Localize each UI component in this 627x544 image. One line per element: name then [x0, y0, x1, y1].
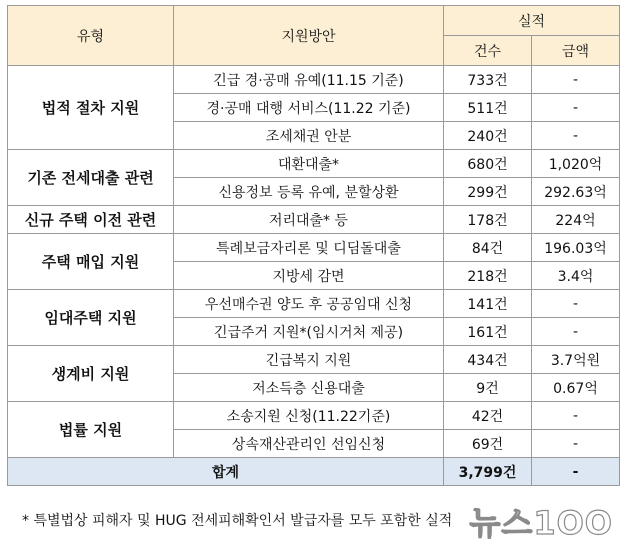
amount-cell: - [532, 290, 620, 318]
amount-cell: - [532, 430, 620, 458]
count-cell: 511건 [444, 94, 532, 122]
count-cell: 218건 [444, 262, 532, 290]
amount-cell: 0.67억 [532, 374, 620, 402]
header-count: 건수 [444, 36, 532, 66]
amount-cell: - [532, 122, 620, 150]
plan-cell: 저리대출* 등 [174, 206, 444, 234]
plan-cell: 지방세 감면 [174, 262, 444, 290]
count-cell: 161건 [444, 318, 532, 346]
category-cell: 기존 전세대출 관련 [8, 150, 174, 206]
category-cell: 법률 지원 [8, 402, 174, 458]
table-row [8, 66, 620, 94]
plan-cell: 경·공매 대행 서비스(11.22 기준) [174, 94, 444, 122]
news-watermark-logo: 뉴스1OO [469, 504, 613, 542]
count-cell: 9건 [444, 374, 532, 402]
amount-cell: 3.4억 [532, 262, 620, 290]
plan-cell: 긴급 경·공매 유예(11.15 기준) [174, 66, 444, 94]
count-cell: 680건 [444, 150, 532, 178]
count-cell: 240건 [444, 122, 532, 150]
total-label: 합계 [8, 458, 444, 486]
header-type: 유형 [8, 6, 174, 66]
header-amount: 금액 [532, 36, 620, 66]
plan-cell: 긴급복지 지원 [174, 346, 444, 374]
total-count: 3,799건 [444, 458, 532, 486]
header-result: 실적 [444, 6, 620, 36]
category-cell: 신규 주택 이전 관련 [8, 206, 174, 234]
total-amount: - [532, 458, 620, 486]
category-cell: 생계비 지원 [8, 346, 174, 402]
amount-cell: 1,020억 [532, 150, 620, 178]
count-cell: 42건 [444, 402, 532, 430]
table-row [8, 290, 620, 318]
amount-cell: - [532, 318, 620, 346]
total-row [8, 458, 620, 486]
table-row [8, 234, 620, 262]
count-cell: 84건 [444, 234, 532, 262]
plan-cell: 긴급주거 지원*(임시거처 제공) [174, 318, 444, 346]
amount-cell: - [532, 402, 620, 430]
count-cell: 178건 [444, 206, 532, 234]
amount-cell: - [532, 66, 620, 94]
plan-cell: 우선매수권 양도 후 공공임대 신청 [174, 290, 444, 318]
plan-cell: 조세채권 안분 [174, 122, 444, 150]
header-plan: 지원방안 [174, 6, 444, 66]
category-cell: 법적 절차 지원 [8, 66, 174, 150]
amount-cell: - [532, 94, 620, 122]
table-row [8, 346, 620, 374]
plan-cell: 신용정보 등록 유예, 분할상환 [174, 178, 444, 206]
amount-cell: 3.7억원 [532, 346, 620, 374]
category-cell: 주택 매입 지원 [8, 234, 174, 290]
amount-cell: 224억 [532, 206, 620, 234]
count-cell: 733건 [444, 66, 532, 94]
amount-cell: 292.63억 [532, 178, 620, 206]
plan-cell: 소송지원 신청(11.22기준) [174, 402, 444, 430]
table-row [8, 150, 620, 178]
table-row [8, 206, 620, 234]
footnote: * 특별법상 피해자 및 HUG 전세피해확인서 발급자를 모두 포함한 실적 [22, 513, 453, 529]
count-cell: 141건 [444, 290, 532, 318]
category-cell: 임대주택 지원 [8, 290, 174, 346]
support-results-table [7, 5, 620, 486]
plan-cell: 대환대출* [174, 150, 444, 178]
plan-cell: 특례보금자리론 및 디딤돌대출 [174, 234, 444, 262]
plan-cell: 저소득층 신용대출 [174, 374, 444, 402]
plan-cell: 상속재산관리인 선임신청 [174, 430, 444, 458]
count-cell: 299건 [444, 178, 532, 206]
count-cell: 434건 [444, 346, 532, 374]
table-row [8, 402, 620, 430]
amount-cell: 196.03억 [532, 234, 620, 262]
count-cell: 69건 [444, 430, 532, 458]
